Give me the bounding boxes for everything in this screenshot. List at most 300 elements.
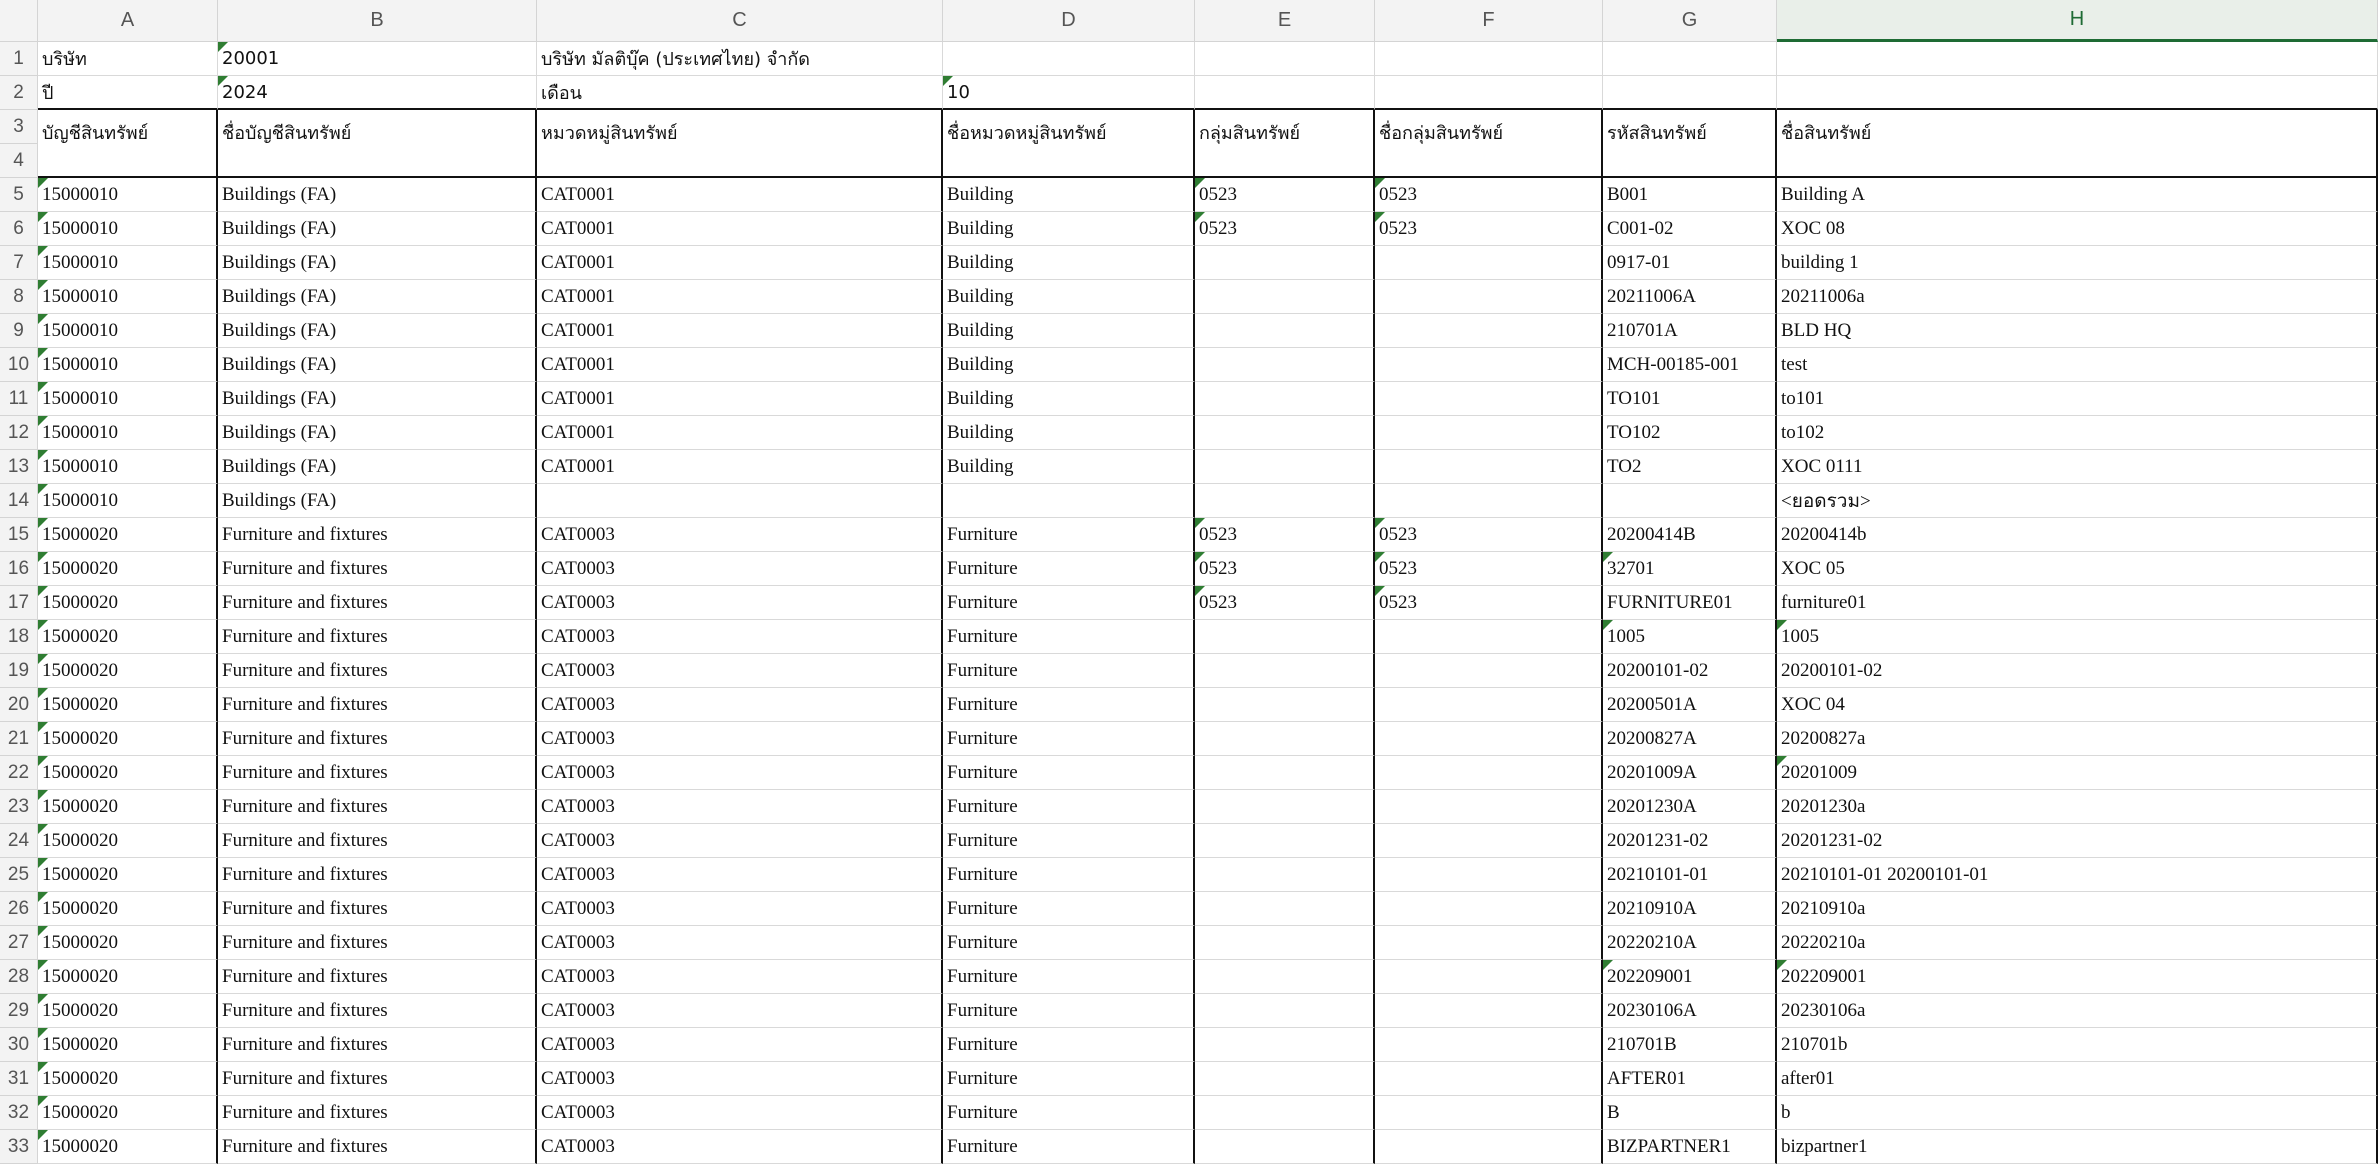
cell-c21[interactable] xyxy=(537,722,943,756)
cell-a6[interactable] xyxy=(38,212,218,246)
cell-f24[interactable] xyxy=(1375,824,1603,858)
row-header-21[interactable]: 21 xyxy=(0,722,38,756)
cell-g27[interactable] xyxy=(1603,926,1777,960)
cell-e32[interactable] xyxy=(1195,1096,1375,1130)
cell-b30[interactable] xyxy=(218,1028,537,1062)
cell-h8[interactable] xyxy=(1777,280,2378,314)
column-header-c[interactable]: C xyxy=(537,0,943,42)
cell-a26[interactable] xyxy=(38,892,218,926)
cell-e14[interactable] xyxy=(1195,484,1375,518)
column-title-c[interactable] xyxy=(537,110,943,178)
column-header-g[interactable]: G xyxy=(1603,0,1777,42)
cell-g11[interactable] xyxy=(1603,382,1777,416)
cell-f5[interactable] xyxy=(1375,178,1603,212)
cell-c1[interactable] xyxy=(537,42,943,76)
column-title-g[interactable] xyxy=(1603,110,1777,178)
cell-g14[interactable] xyxy=(1603,484,1777,518)
cell-c25[interactable] xyxy=(537,858,943,892)
cell-e33[interactable] xyxy=(1195,1130,1375,1164)
row-header-11[interactable]: 11 xyxy=(0,382,38,416)
cell-h11[interactable] xyxy=(1777,382,2378,416)
cell-b25[interactable] xyxy=(218,858,537,892)
cell-a32[interactable] xyxy=(38,1096,218,1130)
cell-b20[interactable] xyxy=(218,688,537,722)
cell-d31[interactable] xyxy=(943,1062,1195,1096)
cell-f25[interactable] xyxy=(1375,858,1603,892)
cell-e10[interactable] xyxy=(1195,348,1375,382)
cell-g9[interactable] xyxy=(1603,314,1777,348)
cell-b14[interactable] xyxy=(218,484,537,518)
cell-e11[interactable] xyxy=(1195,382,1375,416)
cell-e5[interactable] xyxy=(1195,178,1375,212)
cell-d11[interactable] xyxy=(943,382,1195,416)
cell-a30[interactable] xyxy=(38,1028,218,1062)
cell-e22[interactable] xyxy=(1195,756,1375,790)
cell-b19[interactable] xyxy=(218,654,537,688)
column-title-a[interactable] xyxy=(38,110,218,178)
cell-f29[interactable] xyxy=(1375,994,1603,1028)
cell-g17[interactable] xyxy=(1603,586,1777,620)
cell-f30[interactable] xyxy=(1375,1028,1603,1062)
row-header-15[interactable]: 15 xyxy=(0,518,38,552)
cell-b12[interactable] xyxy=(218,416,537,450)
row-header-9[interactable]: 9 xyxy=(0,314,38,348)
cell-a28[interactable] xyxy=(38,960,218,994)
cell-c24[interactable] xyxy=(537,824,943,858)
cell-f31[interactable] xyxy=(1375,1062,1603,1096)
cell-b23[interactable] xyxy=(218,790,537,824)
cell-b16[interactable] xyxy=(218,552,537,586)
column-header-e[interactable]: E xyxy=(1195,0,1375,42)
cell-c5[interactable] xyxy=(537,178,943,212)
row-header-2[interactable]: 2 xyxy=(0,76,38,110)
cell-e16[interactable] xyxy=(1195,552,1375,586)
row-header-28[interactable]: 28 xyxy=(0,960,38,994)
cell-g16[interactable] xyxy=(1603,552,1777,586)
cell-g24[interactable] xyxy=(1603,824,1777,858)
cell-c10[interactable] xyxy=(537,348,943,382)
cell-a17[interactable] xyxy=(38,586,218,620)
cell-c18[interactable] xyxy=(537,620,943,654)
row-header-3[interactable]: 3 xyxy=(0,110,38,144)
row-header-14[interactable]: 14 xyxy=(0,484,38,518)
cell-g33[interactable] xyxy=(1603,1130,1777,1164)
cell-d16[interactable] xyxy=(943,552,1195,586)
cell-e20[interactable] xyxy=(1195,688,1375,722)
row-header-16[interactable]: 16 xyxy=(0,552,38,586)
row-header-1[interactable]: 1 xyxy=(0,42,38,76)
cell-a15[interactable] xyxy=(38,518,218,552)
cell-e29[interactable] xyxy=(1195,994,1375,1028)
cell-f19[interactable] xyxy=(1375,654,1603,688)
cell-a19[interactable] xyxy=(38,654,218,688)
cell-g6[interactable] xyxy=(1603,212,1777,246)
column-title-b[interactable] xyxy=(218,110,537,178)
column-title-f[interactable] xyxy=(1375,110,1603,178)
cell-b24[interactable] xyxy=(218,824,537,858)
cell-f1[interactable] xyxy=(1375,42,1603,76)
cell-d8[interactable] xyxy=(943,280,1195,314)
cell-f7[interactable] xyxy=(1375,246,1603,280)
row-header-8[interactable]: 8 xyxy=(0,280,38,314)
cell-b32[interactable] xyxy=(218,1096,537,1130)
cell-f33[interactable] xyxy=(1375,1130,1603,1164)
cell-a24[interactable] xyxy=(38,824,218,858)
cell-b27[interactable] xyxy=(218,926,537,960)
cell-a7[interactable] xyxy=(38,246,218,280)
select-all-corner[interactable] xyxy=(0,0,38,42)
cell-e15[interactable] xyxy=(1195,518,1375,552)
cell-f12[interactable] xyxy=(1375,416,1603,450)
cell-d12[interactable] xyxy=(943,416,1195,450)
cell-b11[interactable] xyxy=(218,382,537,416)
cell-a10[interactable] xyxy=(38,348,218,382)
cell-f10[interactable] xyxy=(1375,348,1603,382)
cell-c17[interactable] xyxy=(537,586,943,620)
cell-f6[interactable] xyxy=(1375,212,1603,246)
column-header-d[interactable]: D xyxy=(943,0,1195,42)
cell-c33[interactable] xyxy=(537,1130,943,1164)
cell-a23[interactable] xyxy=(38,790,218,824)
row-header-26[interactable]: 26 xyxy=(0,892,38,926)
cell-g31[interactable] xyxy=(1603,1062,1777,1096)
cell-e30[interactable] xyxy=(1195,1028,1375,1062)
cell-c31[interactable] xyxy=(537,1062,943,1096)
cell-g28[interactable] xyxy=(1603,960,1777,994)
cell-b28[interactable] xyxy=(218,960,537,994)
cell-h28[interactable] xyxy=(1777,960,2378,994)
cell-f9[interactable] xyxy=(1375,314,1603,348)
cell-a11[interactable] xyxy=(38,382,218,416)
cell-text: บริษัท มัลติบุ๊ค (ประเทศไทย) จำกัด xyxy=(541,49,810,70)
cell-g21[interactable] xyxy=(1603,722,1777,756)
cell-h1[interactable] xyxy=(1777,42,2378,76)
cell-d33[interactable] xyxy=(943,1130,1195,1164)
cell-a14[interactable] xyxy=(38,484,218,518)
cell-c13[interactable] xyxy=(537,450,943,484)
cell-h27[interactable] xyxy=(1777,926,2378,960)
comment-indicator-icon xyxy=(38,1130,48,1140)
cell-b13[interactable] xyxy=(218,450,537,484)
row-header-27[interactable]: 27 xyxy=(0,926,38,960)
cell-d15[interactable] xyxy=(943,518,1195,552)
cell-b22[interactable] xyxy=(218,756,537,790)
row-header-5[interactable]: 5 xyxy=(0,178,38,212)
cell-g13[interactable] xyxy=(1603,450,1777,484)
cell-d13[interactable] xyxy=(943,450,1195,484)
cell-f22[interactable] xyxy=(1375,756,1603,790)
cell-c7[interactable] xyxy=(537,246,943,280)
cell-b9[interactable] xyxy=(218,314,537,348)
cell-c30[interactable] xyxy=(537,1028,943,1062)
cell-d2[interactable] xyxy=(943,76,1195,110)
cell-h25[interactable] xyxy=(1777,858,2378,892)
row-header-6[interactable]: 6 xyxy=(0,212,38,246)
cell-a18[interactable] xyxy=(38,620,218,654)
cell-g18[interactable] xyxy=(1603,620,1777,654)
cell-f23[interactable] xyxy=(1375,790,1603,824)
cell-d25[interactable] xyxy=(943,858,1195,892)
cell-d27[interactable] xyxy=(943,926,1195,960)
cell-h29[interactable] xyxy=(1777,994,2378,1028)
cell-d10[interactable] xyxy=(943,348,1195,382)
cell-f13[interactable] xyxy=(1375,450,1603,484)
cell-a31[interactable] xyxy=(38,1062,218,1096)
cell-h18[interactable] xyxy=(1777,620,2378,654)
cell-d9[interactable] xyxy=(943,314,1195,348)
row-header-4[interactable]: 4 xyxy=(0,144,38,178)
cell-b5[interactable] xyxy=(218,178,537,212)
cell-d7[interactable] xyxy=(943,246,1195,280)
cell-d22[interactable] xyxy=(943,756,1195,790)
cell-h16[interactable] xyxy=(1777,552,2378,586)
cell-d32[interactable] xyxy=(943,1096,1195,1130)
cell-a20[interactable] xyxy=(38,688,218,722)
cell-c15[interactable] xyxy=(537,518,943,552)
cell-e6[interactable] xyxy=(1195,212,1375,246)
cell-e9[interactable] xyxy=(1195,314,1375,348)
cell-h24[interactable] xyxy=(1777,824,2378,858)
cell-g7[interactable] xyxy=(1603,246,1777,280)
cell-h30[interactable] xyxy=(1777,1028,2378,1062)
cell-f11[interactable] xyxy=(1375,382,1603,416)
cell-d5[interactable] xyxy=(943,178,1195,212)
cell-a33[interactable] xyxy=(38,1130,218,1164)
cell-d20[interactable] xyxy=(943,688,1195,722)
column-title-e[interactable] xyxy=(1195,110,1375,178)
cell-d30[interactable] xyxy=(943,1028,1195,1062)
cell-g8[interactable] xyxy=(1603,280,1777,314)
cell-h20[interactable] xyxy=(1777,688,2378,722)
cell-c9[interactable] xyxy=(537,314,943,348)
row-header-25[interactable]: 25 xyxy=(0,858,38,892)
cell-c19[interactable] xyxy=(537,654,943,688)
cell-c8[interactable] xyxy=(537,280,943,314)
row-header-12[interactable]: 12 xyxy=(0,416,38,450)
cell-e28[interactable] xyxy=(1195,960,1375,994)
row-header-23[interactable]: 23 xyxy=(0,790,38,824)
cell-b29[interactable] xyxy=(218,994,537,1028)
row-header-13[interactable]: 13 xyxy=(0,450,38,484)
column-title-h[interactable] xyxy=(1777,110,2378,178)
cell-d26[interactable] xyxy=(943,892,1195,926)
column-title-d[interactable] xyxy=(943,110,1195,178)
cell-h7[interactable] xyxy=(1777,246,2378,280)
cell-f16[interactable] xyxy=(1375,552,1603,586)
cell-e8[interactable] xyxy=(1195,280,1375,314)
cell-a8[interactable] xyxy=(38,280,218,314)
cell-h31[interactable] xyxy=(1777,1062,2378,1096)
cell-c6[interactable] xyxy=(537,212,943,246)
cell-d14[interactable] xyxy=(943,484,1195,518)
cell-h2[interactable] xyxy=(1777,76,2378,110)
cell-f26[interactable] xyxy=(1375,892,1603,926)
row-header-22[interactable]: 22 xyxy=(0,756,38,790)
cell-d19[interactable] xyxy=(943,654,1195,688)
cell-h15[interactable] xyxy=(1777,518,2378,552)
cell-e21[interactable] xyxy=(1195,722,1375,756)
cell-c29[interactable] xyxy=(537,994,943,1028)
cell-g19[interactable] xyxy=(1603,654,1777,688)
cell-c12[interactable] xyxy=(537,416,943,450)
row-header-24[interactable]: 24 xyxy=(0,824,38,858)
row-header-10[interactable]: 10 xyxy=(0,348,38,382)
cell-c2[interactable] xyxy=(537,76,943,110)
cell-h22[interactable] xyxy=(1777,756,2378,790)
cell-c22[interactable] xyxy=(537,756,943,790)
cell-f14[interactable] xyxy=(1375,484,1603,518)
cell-d1[interactable] xyxy=(943,42,1195,76)
cell-b7[interactable] xyxy=(218,246,537,280)
cell-e1[interactable] xyxy=(1195,42,1375,76)
cell-f32[interactable] xyxy=(1375,1096,1603,1130)
cell-d6[interactable] xyxy=(943,212,1195,246)
cell-c26[interactable] xyxy=(537,892,943,926)
row-header-7[interactable]: 7 xyxy=(0,246,38,280)
cell-d24[interactable] xyxy=(943,824,1195,858)
cell-f27[interactable] xyxy=(1375,926,1603,960)
row-header-17[interactable]: 17 xyxy=(0,586,38,620)
cell-e19[interactable] xyxy=(1195,654,1375,688)
cell-a12[interactable] xyxy=(38,416,218,450)
cell-h32[interactable] xyxy=(1777,1096,2378,1130)
cell-a2[interactable] xyxy=(38,76,218,110)
cell-d29[interactable] xyxy=(943,994,1195,1028)
cell-d21[interactable] xyxy=(943,722,1195,756)
cell-c28[interactable] xyxy=(537,960,943,994)
cell-d18[interactable] xyxy=(943,620,1195,654)
cell-h6[interactable] xyxy=(1777,212,2378,246)
cell-a5[interactable] xyxy=(38,178,218,212)
cell-b8[interactable] xyxy=(218,280,537,314)
cell-h33[interactable] xyxy=(1777,1130,2378,1164)
cell-g10[interactable] xyxy=(1603,348,1777,382)
cell-f8[interactable] xyxy=(1375,280,1603,314)
cell-h5[interactable] xyxy=(1777,178,2378,212)
cell-f21[interactable] xyxy=(1375,722,1603,756)
cell-b17[interactable] xyxy=(218,586,537,620)
cell-g25[interactable] xyxy=(1603,858,1777,892)
cell-h21[interactable] xyxy=(1777,722,2378,756)
cell-g30[interactable] xyxy=(1603,1028,1777,1062)
cell-f15[interactable] xyxy=(1375,518,1603,552)
column-header-f[interactable]: F xyxy=(1375,0,1603,42)
cell-a16[interactable] xyxy=(38,552,218,586)
cell-a27[interactable] xyxy=(38,926,218,960)
row-header-32[interactable]: 32 xyxy=(0,1096,38,1130)
cell-f2[interactable] xyxy=(1375,76,1603,110)
cell-f28[interactable] xyxy=(1375,960,1603,994)
cell-b26[interactable] xyxy=(218,892,537,926)
cell-h19[interactable] xyxy=(1777,654,2378,688)
cell-b6[interactable] xyxy=(218,212,537,246)
cell-h17[interactable] xyxy=(1777,586,2378,620)
cell-c11[interactable] xyxy=(537,382,943,416)
cell-a13[interactable] xyxy=(38,450,218,484)
cell-h12[interactable] xyxy=(1777,416,2378,450)
cell-d28[interactable] xyxy=(943,960,1195,994)
cell-e18[interactable] xyxy=(1195,620,1375,654)
cell-h13[interactable] xyxy=(1777,450,2378,484)
cell-c20[interactable] xyxy=(537,688,943,722)
cell-g1[interactable] xyxy=(1603,42,1777,76)
cell-e26[interactable] xyxy=(1195,892,1375,926)
cell-c14[interactable] xyxy=(537,484,943,518)
cell-f17[interactable] xyxy=(1375,586,1603,620)
cell-e24[interactable] xyxy=(1195,824,1375,858)
cell-h9[interactable] xyxy=(1777,314,2378,348)
cell-a22[interactable] xyxy=(38,756,218,790)
cell-f20[interactable] xyxy=(1375,688,1603,722)
cell-g26[interactable] xyxy=(1603,892,1777,926)
cell-e27[interactable] xyxy=(1195,926,1375,960)
cell-a29[interactable] xyxy=(38,994,218,1028)
row-header-30[interactable]: 30 xyxy=(0,1028,38,1062)
cell-g20[interactable] xyxy=(1603,688,1777,722)
cell-b10[interactable] xyxy=(218,348,537,382)
cell-g29[interactable] xyxy=(1603,994,1777,1028)
column-header-a[interactable]: A xyxy=(38,0,218,42)
row-header-20[interactable]: 20 xyxy=(0,688,38,722)
cell-g12[interactable] xyxy=(1603,416,1777,450)
row-header-31[interactable]: 31 xyxy=(0,1062,38,1096)
cell-e12[interactable] xyxy=(1195,416,1375,450)
cell-g15[interactable] xyxy=(1603,518,1777,552)
cell-h23[interactable] xyxy=(1777,790,2378,824)
row-header-19[interactable]: 19 xyxy=(0,654,38,688)
cell-e25[interactable] xyxy=(1195,858,1375,892)
column-header-h[interactable]: H xyxy=(1777,0,2378,42)
cell-b2[interactable] xyxy=(218,76,537,110)
cell-a9[interactable] xyxy=(38,314,218,348)
cell-h10[interactable] xyxy=(1777,348,2378,382)
cell-d17[interactable] xyxy=(943,586,1195,620)
cell-g32[interactable] xyxy=(1603,1096,1777,1130)
cell-c23[interactable] xyxy=(537,790,943,824)
cell-b21[interactable] xyxy=(218,722,537,756)
cell-a21[interactable] xyxy=(38,722,218,756)
row-header-33[interactable]: 33 xyxy=(0,1130,38,1164)
cell-e13[interactable] xyxy=(1195,450,1375,484)
cell-b15[interactable] xyxy=(218,518,537,552)
cell-d23[interactable] xyxy=(943,790,1195,824)
cell-f18[interactable] xyxy=(1375,620,1603,654)
cell-e2[interactable] xyxy=(1195,76,1375,110)
cell-c32[interactable] xyxy=(537,1096,943,1130)
cell-b33[interactable] xyxy=(218,1130,537,1164)
row-header-29[interactable]: 29 xyxy=(0,994,38,1028)
cell-h26[interactable] xyxy=(1777,892,2378,926)
cell-a25[interactable] xyxy=(38,858,218,892)
column-header-b[interactable]: B xyxy=(218,0,537,42)
cell-c27[interactable] xyxy=(537,926,943,960)
cell-c16[interactable] xyxy=(537,552,943,586)
cell-g2[interactable] xyxy=(1603,76,1777,110)
cell-b31[interactable] xyxy=(218,1062,537,1096)
cell-b1[interactable] xyxy=(218,42,537,76)
cell-e17[interactable] xyxy=(1195,586,1375,620)
cell-e23[interactable] xyxy=(1195,790,1375,824)
cell-b18[interactable] xyxy=(218,620,537,654)
cell-g23[interactable] xyxy=(1603,790,1777,824)
cell-e31[interactable] xyxy=(1195,1062,1375,1096)
cell-g5[interactable] xyxy=(1603,178,1777,212)
cell-h14[interactable] xyxy=(1777,484,2378,518)
cell-e7[interactable] xyxy=(1195,246,1375,280)
cell-a1[interactable] xyxy=(38,42,218,76)
cell-g22[interactable] xyxy=(1603,756,1777,790)
row-header-18[interactable]: 18 xyxy=(0,620,38,654)
